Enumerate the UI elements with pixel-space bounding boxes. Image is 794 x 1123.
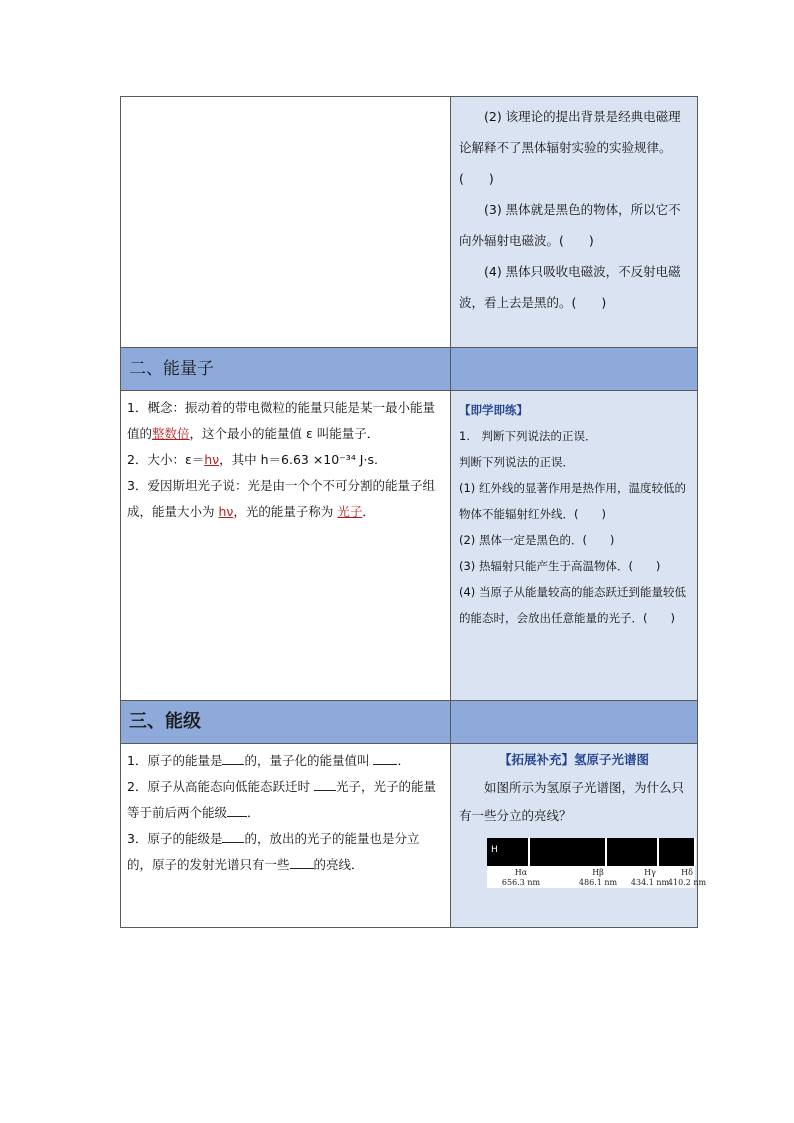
spectrum-line-1 bbox=[528, 838, 530, 866]
spectrum-line-4 bbox=[694, 838, 696, 866]
practice-title: 【即学即练】 bbox=[459, 403, 528, 417]
blank-1 bbox=[222, 752, 244, 765]
answer-hv-2: hν bbox=[218, 504, 234, 519]
practice-line-5: (3) 热辐射只能产生于高温物体．( ) bbox=[459, 559, 661, 573]
energy-level-item2: 2．原子从高能态向低能态跃迁时 光子，光子的能量等于前后两个能级 ． bbox=[127, 779, 436, 820]
blank-6 bbox=[290, 856, 314, 869]
section3-title: 三、能级 bbox=[129, 711, 201, 732]
spectrum-label-3: Hγ 434.1 nm bbox=[630, 868, 670, 887]
practice-line-2: 判断下列说法的正误． bbox=[459, 455, 574, 469]
expand-question: 如图所示为氢原子光谱图，为什么只有一些分立的亮线？ bbox=[459, 780, 685, 823]
section3-header-left bbox=[121, 701, 451, 744]
energy-quantum-item1: 1．概念：振动着的带电微粒的能量只能是某一最小能量值的整数倍，这个最小的能量值 ε 叫能量子． bbox=[127, 400, 435, 441]
energy-quantum-item3: 3．爱因斯坦光子说：光是由一个个不可分割的能量子组成，能量大小为 hν，光的能量子称为 光子． bbox=[127, 478, 435, 519]
practice-line-1: 1. 判断下列说法的正误． bbox=[459, 429, 597, 443]
spectrum-corner-label: H bbox=[491, 845, 498, 855]
top-row bbox=[121, 97, 698, 348]
section2-right-cell bbox=[451, 391, 698, 701]
spectrum-label-2: Hβ 486.1 nm bbox=[578, 868, 618, 887]
energy-level-item1: 1．原子的能量是 的，量子化的能量值叫 ． bbox=[127, 753, 410, 768]
energy-level-item3: 3．原子的能级是 的，放出的光子的能量也是分立的，原子的发射光谱只有一些 的亮线． bbox=[127, 831, 420, 872]
blank-2 bbox=[373, 752, 397, 765]
spectrum-labels bbox=[487, 866, 707, 888]
section2-header-right bbox=[451, 348, 698, 391]
section2-header-row bbox=[121, 348, 698, 391]
spectrum-label-4: Hδ 410.2 nm bbox=[667, 868, 707, 887]
blank-4 bbox=[227, 804, 247, 817]
hydrogen-spectrum-figure bbox=[487, 838, 707, 888]
section3-header-row bbox=[121, 701, 698, 744]
practice-line-6: (4) 当原子从能量较高的能态跃迁到能量较低的能态时，会放出任意能量的光子．( ) bbox=[459, 585, 686, 625]
spectrum-label-1: Hα 656.3 nm bbox=[501, 868, 541, 887]
section2-title: 二、能量子 bbox=[129, 359, 214, 379]
section2-body-row bbox=[121, 391, 698, 701]
section3-header-right bbox=[451, 701, 698, 744]
energy-quantum-item2: 2．大小：ε＝hν，其中 h＝6.63 ×10⁻³⁴ J·s. bbox=[127, 452, 378, 467]
practice-line-4: (2) 黑体一定是黑色的．( ) bbox=[459, 533, 615, 547]
answer-hv: hν bbox=[204, 452, 220, 467]
expand-title: 【拓展补充】氢原子光谱图 bbox=[498, 752, 649, 767]
section3-body-row bbox=[121, 744, 698, 928]
practice-line-3: (1) 红外线的显著作用是热作用，温度较低的物体不能辐射红外线．( ) bbox=[459, 481, 686, 521]
question-3: (3) 黑体就是黑色的物体，所以它不向外辐射电磁波。( ) bbox=[459, 202, 681, 248]
top-right-cell bbox=[451, 97, 698, 348]
worksheet-table bbox=[120, 96, 707, 928]
blank-3 bbox=[314, 778, 336, 791]
question-2: (2) 该理论的提出背景是经典电磁理论解释不了黑体辐射实验的实验规律。( ) bbox=[459, 109, 681, 186]
section2-left-cell bbox=[121, 391, 451, 701]
spectrum-bar bbox=[487, 838, 695, 866]
section3-right-cell bbox=[451, 744, 707, 928]
answer-integer-multiple: 整数倍 bbox=[152, 426, 190, 441]
blank-5 bbox=[222, 830, 244, 843]
section2-header-left bbox=[121, 348, 451, 391]
spectrum-line-2 bbox=[605, 838, 607, 866]
answer-photon: 光子 bbox=[337, 504, 363, 519]
top-left-cell bbox=[121, 97, 451, 348]
section3-left-cell bbox=[121, 744, 451, 928]
spectrum-line-3 bbox=[657, 838, 659, 866]
question-4: (4) 黑体只吸收电磁波，不反射电磁波，看上去是黑的。( ) bbox=[459, 264, 681, 310]
